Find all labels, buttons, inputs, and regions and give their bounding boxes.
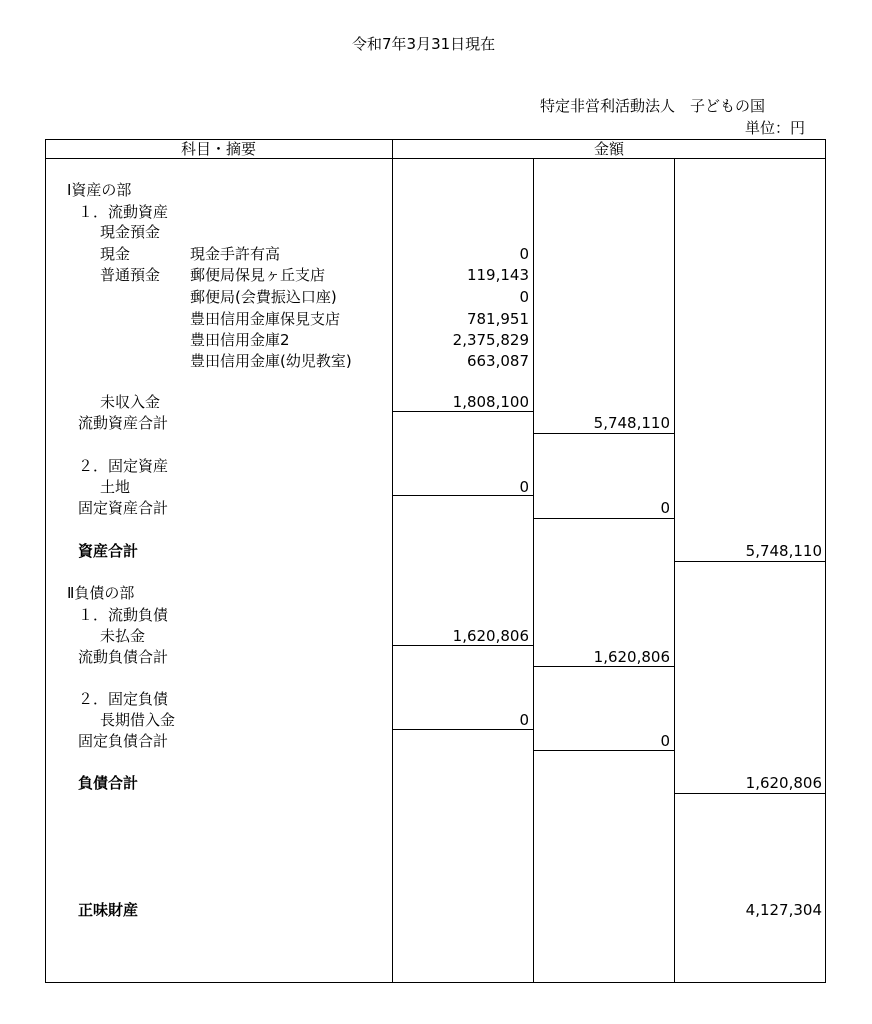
subtotal-line — [674, 793, 826, 794]
net-assets-value: 4,127,304 — [745, 901, 822, 919]
current-assets-total-label: 流動資産合計 — [78, 414, 169, 432]
unit-label: 単位：円 — [745, 119, 806, 137]
net-assets-label: 正味財産 — [78, 901, 139, 919]
bank-account-value: 781,951 — [466, 310, 529, 328]
subtotal-line — [533, 518, 674, 519]
subtotal-line — [674, 561, 826, 562]
fixed-assets-total-value: 0 — [660, 499, 670, 517]
bank-account-value: 2,375,829 — [452, 331, 529, 349]
cash-deposits-label: 現金預金 — [100, 223, 161, 241]
organization-name: 特定非営利活動法人 子どもの国 — [540, 97, 766, 115]
column-divider-amount-2 — [674, 158, 675, 983]
bank-account-name: 郵便局保見ヶ丘支店 — [190, 266, 326, 284]
assets-section-heading: Ⅰ資産の部 — [67, 181, 132, 199]
fixed-liabilities-heading: ２．固定負債 — [78, 690, 169, 708]
receivable-value: 1,808,100 — [452, 393, 529, 411]
liabilities-total-value: 1,620,806 — [745, 774, 822, 792]
ordinary-deposit-label: 普通預金 — [100, 266, 161, 284]
bank-account-value: 0 — [519, 288, 529, 306]
bank-account-name: 郵便局(会費振込口座) — [190, 288, 337, 306]
cash-value: 0 — [519, 245, 529, 263]
current-liabilities-total-value: 1,620,806 — [593, 648, 670, 666]
report-date: 令和7年3月31日現在 — [352, 35, 496, 53]
subtotal-line — [533, 433, 674, 434]
receivable-label: 未収入金 — [100, 393, 161, 411]
liabilities-total-label: 負債合計 — [78, 774, 139, 792]
long-term-loan-label: 長期借入金 — [100, 711, 176, 729]
current-liabilities-heading: １．流動負債 — [78, 606, 169, 624]
bank-account-name: 豊田信用金庫(幼児教室) — [190, 352, 352, 370]
fixed-liabilities-total-label: 固定負債合計 — [78, 732, 169, 750]
payable-value: 1,620,806 — [452, 627, 529, 645]
bank-account-value: 663,087 — [466, 352, 529, 370]
fixed-assets-heading: ２．固定資産 — [78, 457, 169, 475]
long-term-loan-value: 0 — [519, 711, 529, 729]
column-header-amount: 金額 — [593, 140, 624, 158]
liabilities-section-heading: Ⅱ負債の部 — [67, 584, 135, 602]
column-divider-amount-1 — [533, 158, 534, 983]
fixed-liabilities-total-value: 0 — [660, 732, 670, 750]
current-assets-heading: １．流動資産 — [78, 203, 169, 221]
land-label: 土地 — [100, 478, 131, 496]
land-value: 0 — [519, 478, 529, 496]
bank-account-name: 豊田信用金庫2 — [190, 331, 290, 349]
cash-description: 現金手許有高 — [190, 245, 281, 263]
current-liabilities-total-label: 流動負債合計 — [78, 648, 169, 666]
assets-total-label: 資産合計 — [78, 542, 139, 560]
payable-label: 未払金 — [100, 627, 146, 645]
bank-account-value: 119,143 — [466, 266, 529, 284]
bank-account-name: 豊田信用金庫保見支店 — [190, 310, 341, 328]
cash-label: 現金 — [100, 245, 131, 263]
column-header-item: 科目・摘要 — [180, 140, 256, 158]
fixed-assets-total-label: 固定資産合計 — [78, 499, 169, 517]
assets-total-value: 5,748,110 — [745, 542, 822, 560]
current-assets-total-value: 5,748,110 — [593, 414, 670, 432]
